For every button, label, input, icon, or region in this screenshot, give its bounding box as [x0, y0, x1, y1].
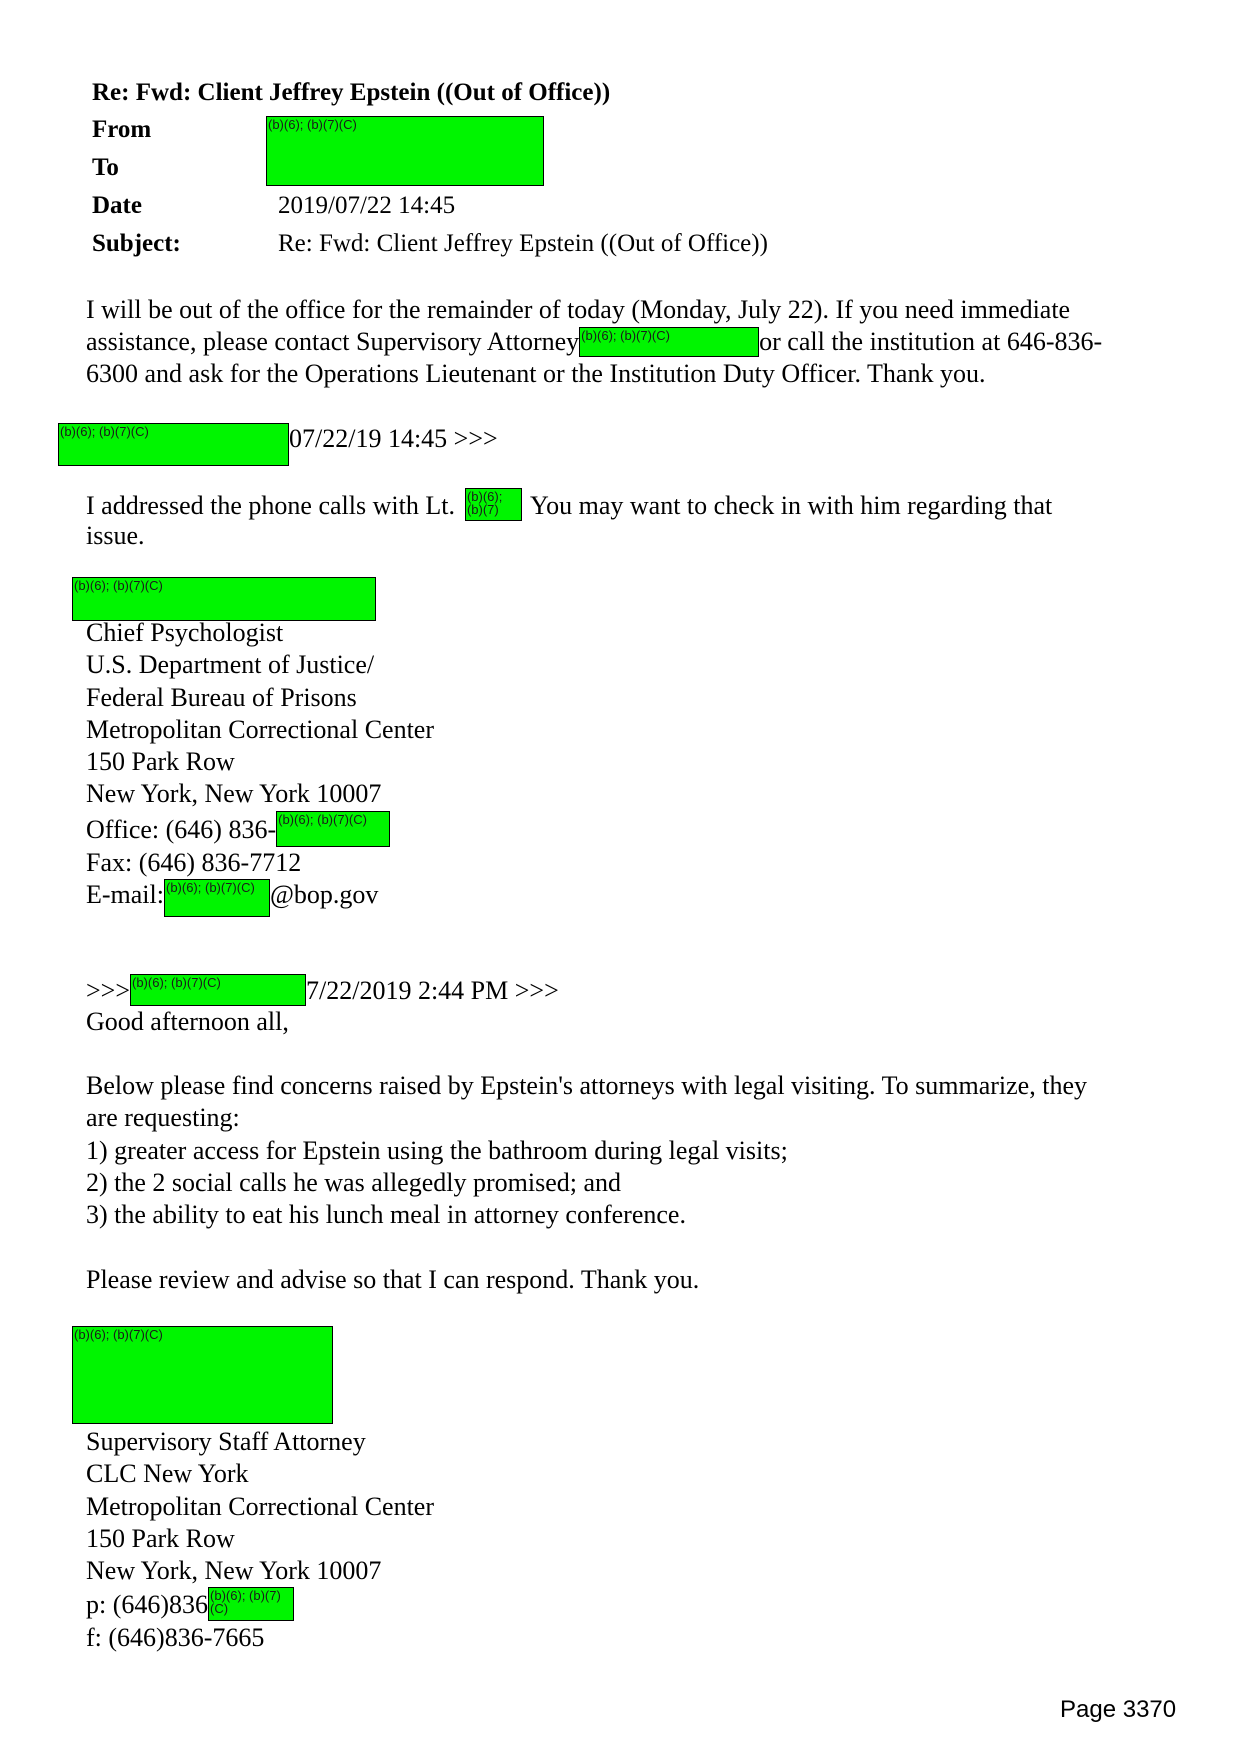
- signature-2-line: New York, New York 10007: [86, 1556, 382, 1586]
- email-prefix: E-mail:: [86, 880, 164, 910]
- signature-1-line: New York, New York 10007: [86, 779, 382, 809]
- reply-timestamp: 07/22/19 14:45 >>>: [289, 424, 498, 453]
- signature-1-line: 150 Park Row: [86, 747, 235, 777]
- paragraph-1-line-2: are requesting:: [86, 1103, 240, 1132]
- closing-line: Please review and advise so that I can respond. Thank you.: [86, 1265, 700, 1294]
- signature-1-line: Metropolitan Correctional Center: [86, 714, 435, 744]
- signature-2-name-redaction: (b)(6); (b)(7)(C): [72, 1326, 333, 1424]
- phone-redaction: (b)(6); (b)(7)(C): [208, 1587, 294, 1621]
- date-label: Date: [92, 192, 142, 219]
- signature-2-line: 150 Park Row: [86, 1523, 235, 1553]
- page-number: Page 3370: [1060, 1696, 1177, 1723]
- signature-1-fax: Fax: (646) 836-7712: [86, 847, 302, 877]
- signature-2-fax: f: (646)836-7665: [86, 1622, 265, 1652]
- reply-line-1-start: I addressed the phone calls with Lt.: [86, 491, 455, 520]
- lt-name-redaction: (b)(6); (b)(7): [465, 488, 522, 521]
- email-domain: @bop.gov: [269, 880, 379, 910]
- request-item-2: 2) the 2 social calls he was allegedly promised; and: [86, 1168, 622, 1197]
- reply-line-2: issue.: [86, 521, 145, 550]
- signature-1-office: [86, 811, 434, 847]
- subject-label: Subject:: [92, 230, 181, 257]
- signature-2-phone: [86, 1587, 434, 1621]
- ooo-line-2-end: or call the institution at 646-836-: [759, 327, 1103, 356]
- signature-1-name-redaction: (b)(6); (b)(7)(C): [72, 577, 376, 621]
- signature-2-line: Metropolitan Correctional Center: [86, 1491, 435, 1521]
- signature-2-line: CLC New York: [86, 1459, 249, 1489]
- original-timestamp: 7/22/2019 2:44 PM >>>: [306, 976, 559, 1005]
- greeting: Good afternoon all,: [86, 1007, 289, 1036]
- office-phone-redaction: (b)(6); (b)(7)(C): [276, 811, 390, 847]
- reply-line-1-end: You may want to check in with him regarding that: [529, 491, 1053, 520]
- phone-prefix: p: (646)836: [86, 1590, 209, 1620]
- ooo-line-1: I will be out of the office for the remainder of today (Monday, July 22). If you need immediate: [86, 295, 1071, 324]
- signature-1-line: U.S. Department of Justice/: [86, 650, 375, 680]
- signature-1-line: Federal Bureau of Prisons: [86, 682, 357, 712]
- ooo-line-3: 6300 and ask for the Operations Lieutenant or the Institution Duty Officer. Thank you.: [86, 359, 986, 388]
- original-prefix: >>>: [86, 976, 130, 1005]
- ooo-line-2: [86, 326, 1102, 358]
- signature-2-line: Supervisory Staff Attorney: [86, 1427, 366, 1456]
- date-value: 2019/07/22 14:45: [278, 192, 456, 219]
- paragraph-1-line-1: Below please find concerns raised by Epstein's attorneys with legal visiting. To summarize, they: [86, 1071, 1087, 1100]
- ooo-line-2-start: assistance, please contact Supervisory Attorney: [86, 327, 580, 356]
- email-title: Re: Fwd: Client Jeffrey Epstein ((Out of Office)): [92, 79, 611, 106]
- from-label: From: [92, 116, 152, 143]
- request-item-3: 3) the ability to eat his lunch meal in attorney conference.: [86, 1200, 686, 1229]
- signature-1-email: [86, 879, 434, 917]
- subject-value: Re: Fwd: Client Jeffrey Epstein ((Out of Office)): [278, 230, 768, 257]
- signature-2-block: [86, 1426, 434, 1654]
- supervisory-attorney-redaction: (b)(6); (b)(7)(C): [579, 327, 759, 357]
- from-to-redaction: (b)(6); (b)(7)(C): [266, 116, 544, 186]
- signature-1-block: [86, 617, 434, 917]
- to-label: To: [92, 154, 119, 181]
- signature-1-line: Chief Psychologist: [86, 618, 284, 647]
- email-redaction: (b)(6); (b)(7)(C): [164, 879, 270, 917]
- original-sender-redaction: (b)(6); (b)(7)(C): [130, 974, 306, 1006]
- original-header: [86, 974, 559, 1007]
- reply-sender-redaction: (b)(6); (b)(7)(C): [58, 423, 289, 466]
- reply-line-1: [86, 488, 1052, 522]
- request-item-1: 1) greater access for Epstein using the bathroom during legal visits;: [86, 1136, 788, 1165]
- office-phone-prefix: Office: (646) 836-: [86, 814, 277, 844]
